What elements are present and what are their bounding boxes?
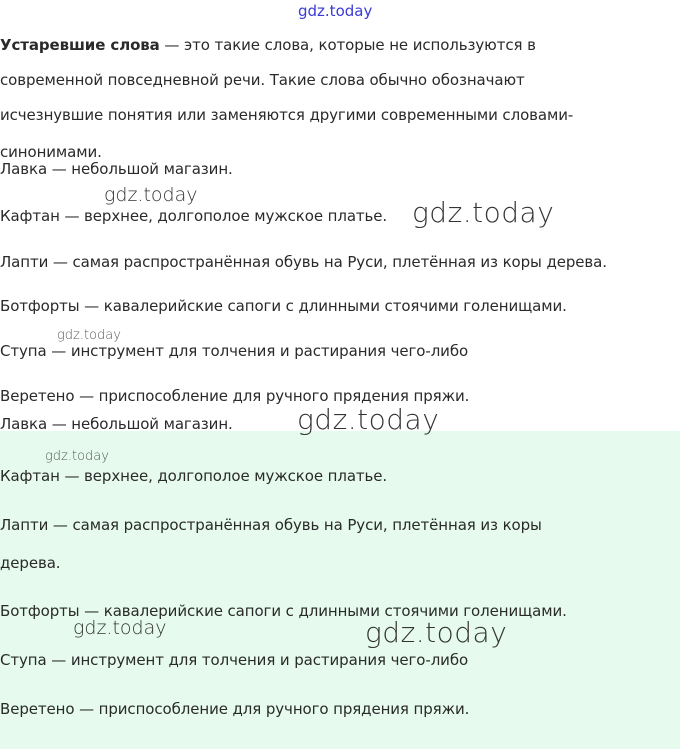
list1-lavka-cut: Лавка — небольшой магазин. (0, 160, 233, 178)
list1-kaftan: Кафтан — верхнее, долгополое мужское платье. (0, 207, 388, 225)
watermark-top: gdz.today (298, 2, 373, 20)
intro-term: Устаревшие слова (0, 36, 160, 54)
watermark: gdz.today (104, 184, 198, 206)
watermark: gdz.today (45, 449, 109, 464)
list1-vereteno: Веретено — приспособление для ручного прядения пряжи. (0, 387, 470, 405)
list2-vereteno: Веретено — приспособление для ручного прядения пряжи. (0, 700, 470, 718)
watermark: gdz.today (73, 617, 167, 639)
list2-kaftan: Кафтан — верхнее, долгополое мужское платье. (0, 467, 388, 485)
list2-lapti-1: Лапти — самая распространённая обувь на Руси, плетённая из коры (0, 516, 542, 534)
watermark: gdz.today (365, 616, 508, 649)
watermark: gdz.today (412, 196, 555, 229)
intro-line-2: современной повседневной речи. Такие слова обычно обозначают (0, 71, 525, 89)
list1-lapti: Лапти — самая распространённая обувь на Руси, плетённая из коры дерева. (0, 253, 607, 271)
intro-line-1-text: — это такие слова, которые не используются в (159, 36, 536, 54)
list2-stupa: Ступа — инструмент для толчения и растирания чего-либо (0, 651, 469, 669)
list2-lavka-cut: Лавка — небольшой магазин. (0, 415, 233, 433)
list2-lapti-2: дерева. (0, 554, 61, 572)
intro-line-3: исчезнувшие понятия или заменяются другими современными словами- (0, 106, 574, 124)
watermark: gdz.today (57, 328, 121, 343)
intro-line-4: синонимами. (0, 143, 102, 161)
list1-botforty: Ботфорты — кавалерийские сапоги с длинными стоячими голенищами. (0, 297, 567, 315)
list2-botforty: Ботфорты — кавалерийские сапоги с длинными стоячими голенищами. (0, 602, 567, 620)
list1-stupa: Ступа — инструмент для толчения и растирания чего-либо (0, 342, 469, 360)
watermark: gdz.today (297, 403, 440, 436)
intro-line-1 (0, 36, 536, 54)
